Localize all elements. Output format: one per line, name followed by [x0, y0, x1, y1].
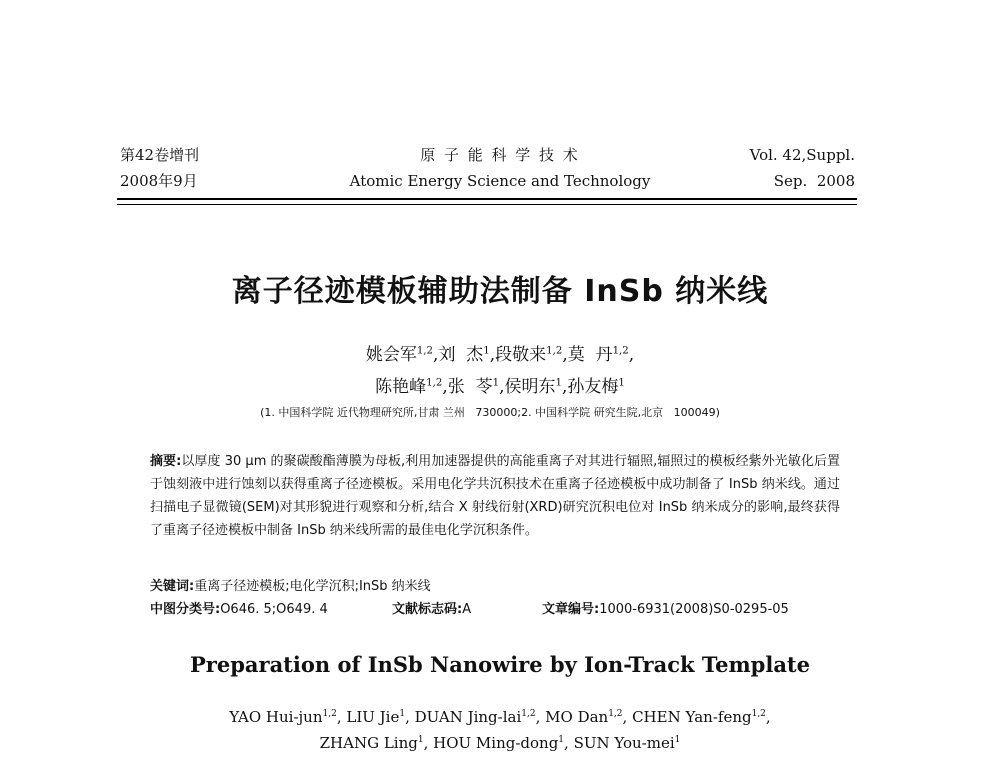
journal-title-cn: 原 子 能 科 学 技 术: [420, 146, 580, 164]
volume-cn: 第42卷增刊: [120, 146, 200, 164]
cn-author: [438, 345, 495, 365]
affiliation-cn: (1. 中国科学院 近代物理研究所,甘肃 兰州 730000;2. 中国科学院 研究生院,北京 100049): [260, 406, 720, 419]
cn-author: [448, 377, 505, 397]
author-separator: ,: [489, 345, 496, 365]
abstract-text: 以厚度 30 μm 的聚碳酸酯薄膜为母板,利用加速器提供的高能重离子对其进行辐照,辐照过的模板经紫外光敏化后置于蚀刻液中进行蚀刻以获得重离子径迹模板。采用电化学共沉积技术在重离子径迹模板中成功制备了 InSb 纳米线。通过扫描电子显微镜(SEM)对其形貌进行观察和分析,结合 X 射线衍射(XRD)研究沉积电位对 InSb 纳米成分的影响,最终获得了重离子径迹模板中制备 InSb 纳米线所需的最佳电化学沉积条件。: [150, 454, 841, 538]
author-name: ZHANG Ling: [319, 734, 418, 752]
author-name: MO Dan: [545, 708, 609, 726]
author-affiliation-sup: 1,2: [546, 345, 563, 357]
author-separator: ,: [628, 345, 635, 365]
journal-title-en: Atomic Energy Science and Technology: [349, 172, 651, 190]
author-separator: ,: [564, 734, 574, 752]
author-name: 侯明东: [504, 377, 556, 397]
cn-author: [495, 345, 568, 365]
authors-cn-line2: [0, 372, 1000, 397]
author-separator: ,: [336, 708, 347, 726]
author-separator: ,: [433, 345, 439, 365]
en-author: [632, 708, 771, 726]
author-separator: ,: [622, 708, 633, 726]
doc-code-label: 文献标志码:: [392, 602, 463, 617]
author-separator: ,: [442, 377, 448, 397]
en-author: [545, 708, 632, 726]
author-name: 刘 杰: [438, 345, 484, 365]
header-rule-thick: [117, 198, 857, 200]
author-name: CHEN Yan-feng: [632, 708, 752, 726]
author-name: 姚会军: [365, 345, 417, 365]
author-name: 段敬来: [495, 345, 547, 365]
author-affiliation-sup: 1: [399, 709, 406, 719]
paper-title-en: Preparation of InSb Nanowire by Ion-Track Template: [190, 652, 810, 677]
cn-author: [568, 345, 634, 365]
cn-author: [375, 377, 448, 397]
date-en: Sep. 2008: [773, 172, 855, 190]
header-rule-thin: [117, 204, 857, 205]
author-separator: ,: [423, 734, 434, 752]
author-affiliation-sup: 1,2: [608, 709, 623, 719]
keywords-text: 重离子径迹模板;电化学沉积;InSb 纳米线: [194, 579, 431, 594]
cn-author: [504, 377, 567, 397]
doc-code-value: A: [462, 602, 472, 617]
author-affiliation-sup: 1,2: [751, 709, 766, 719]
author-name: DUAN Jing-lai: [414, 708, 522, 726]
author-name: 张 苓: [447, 377, 493, 397]
author-separator: ,: [765, 708, 771, 726]
author-affiliation-sup: 1,2: [416, 345, 434, 357]
en-author: [415, 708, 546, 726]
authors-en-line1: [0, 708, 1000, 726]
cn-author: [567, 377, 624, 397]
abstract-cn: [150, 450, 840, 542]
author-name: HOU Ming-dong: [433, 734, 559, 752]
keywords-label: 关键词:: [150, 579, 195, 594]
author-affiliation-sup: 1: [483, 345, 490, 357]
author-affiliation-sup: 1: [674, 735, 681, 745]
article-no-label: 文章编号:: [542, 602, 600, 617]
en-author: [320, 734, 434, 752]
author-name: 莫 丹: [567, 345, 613, 365]
paper-title-cn: 离子径迹模板辅助法制备 InSb 纳米线: [231, 274, 769, 309]
clc-label: 中图分类号:: [150, 602, 221, 617]
author-affiliation-sup: 1: [417, 735, 424, 745]
cn-author: [366, 345, 439, 365]
author-separator: ,: [562, 345, 568, 365]
author-name: 孙友梅: [567, 377, 619, 397]
author-name: LIU Jie: [346, 708, 400, 726]
date-cn: 2008年9月: [120, 172, 198, 190]
keywords: [150, 575, 431, 594]
author-affiliation-sup: 1,2: [322, 709, 337, 719]
author-affiliation-sup: 1: [618, 377, 625, 389]
author-affiliation-sup: 1: [558, 735, 565, 745]
authors-en-line2: [0, 734, 1000, 752]
en-author: [229, 708, 346, 726]
author-affiliation-sup: 1: [492, 377, 500, 389]
author-affiliation-sup: 1,2: [612, 345, 629, 357]
author-separator: ,: [561, 377, 568, 397]
author-separator: ,: [499, 377, 505, 397]
abstract-label: 摘要:: [150, 454, 182, 469]
authors-cn-line1: [0, 340, 1000, 365]
en-author: [433, 734, 573, 752]
author-name: 陈艳峰: [375, 377, 427, 397]
author-name: YAO Hui-jun: [229, 708, 323, 726]
volume-en: Vol. 42,Suppl.: [749, 146, 855, 164]
author-affiliation-sup: 1: [555, 377, 562, 389]
author-separator: ,: [405, 708, 415, 726]
author-separator: ,: [535, 708, 546, 726]
article-no-value: 1000-6931(2008)S0-0295-05: [599, 602, 789, 617]
author-affiliation-sup: 1,2: [521, 709, 536, 719]
en-author: [574, 734, 681, 752]
author-affiliation-sup: 1,2: [426, 377, 443, 389]
clc-value: O646. 5;O649. 4: [220, 602, 328, 617]
en-author: [346, 708, 414, 726]
author-name: SUN You-mei: [573, 734, 675, 752]
